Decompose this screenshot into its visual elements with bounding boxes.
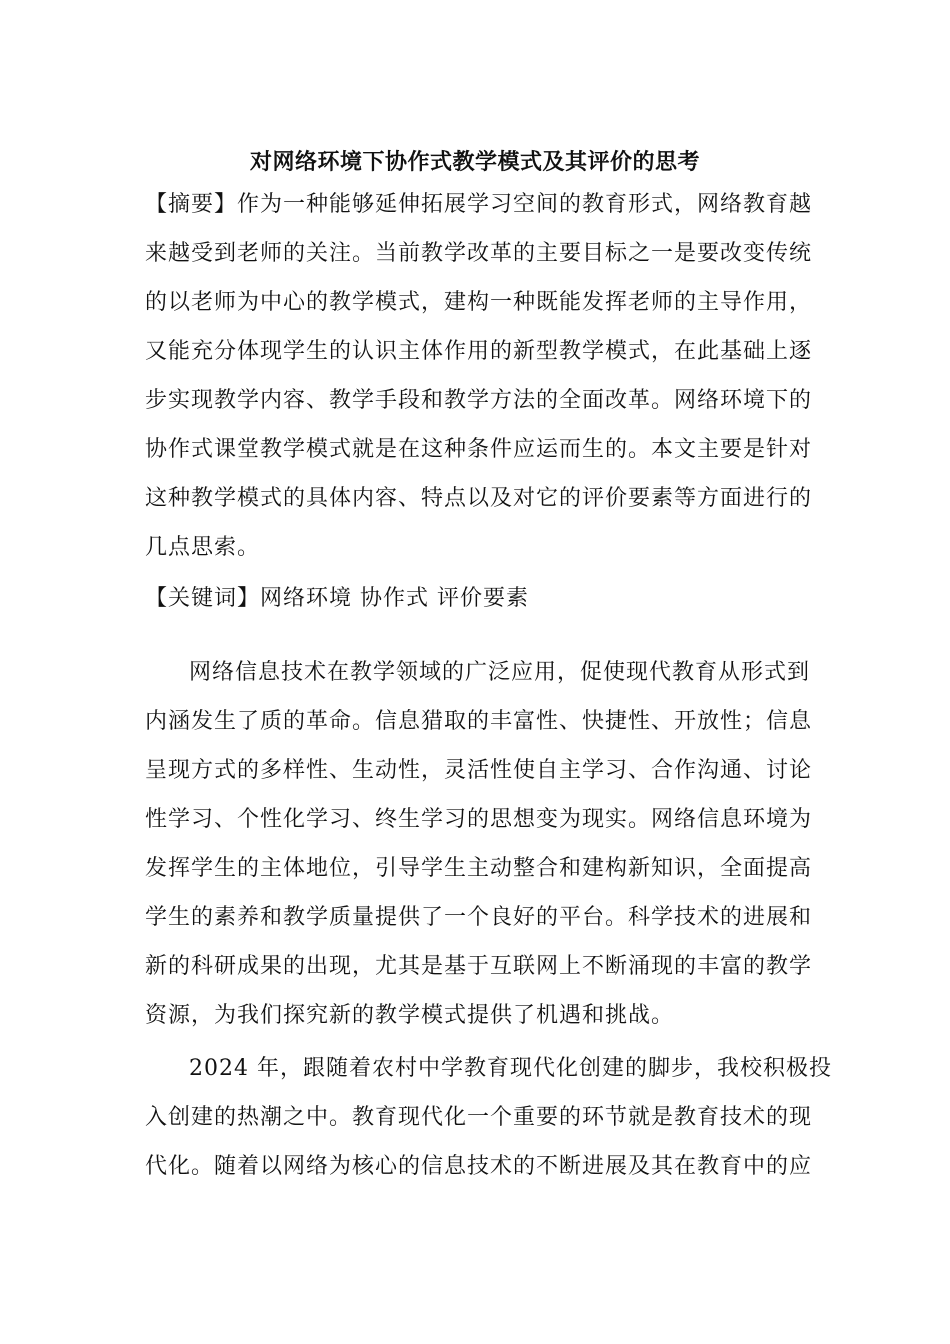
document-title: 对网络环境下协作式教学模式及其评价的思考 bbox=[249, 149, 700, 175]
paragraph-line: 网络信息技术在教学领域的广泛应用，促使现代教育从形式到 bbox=[189, 660, 811, 685]
abstract-line: 步实现教学内容、教学手段和教学方法的全面改革。网络环境下的 bbox=[145, 388, 813, 413]
paragraph-line: 2024 年，跟随着农村中学教育现代化创建的脚步，我校积极投 bbox=[189, 1056, 832, 1081]
abstract-line: 这种教学模式的具体内容、特点以及对它的评价要素等方面进行的 bbox=[145, 486, 813, 511]
paragraph-line: 发挥学生的主体地位，引导学生主动整合和建构新知识，全面提高 bbox=[145, 856, 813, 881]
paragraph-line: 学生的素养和教学质量提供了一个良好的平台。科学技术的进展和 bbox=[145, 905, 813, 930]
abstract-line: 又能充分体现学生的认识主体作用的新型教学模式，在此基础上逐 bbox=[145, 339, 813, 364]
paragraph-line: 代化。随着以网络为核心的信息技术的不断进展及其在教育中的应 bbox=[145, 1154, 813, 1179]
abstract-line: 几点思索。 bbox=[145, 535, 261, 560]
paragraph-line: 呈现方式的多样性、生动性，灵活性使自主学习、合作沟通、讨论 bbox=[145, 758, 813, 783]
paragraph-line: 性学习、个性化学习、终生学习的思想变为现实。网络信息环境为 bbox=[145, 807, 813, 832]
abstract-line: 的以老师为中心的教学模式，建构一种既能发挥老师的主导作用， bbox=[145, 290, 813, 315]
paragraph-line: 资源，为我们探究新的教学模式提供了机遇和挑战。 bbox=[145, 1003, 675, 1028]
abstract-line: 协作式课堂教学模式就是在这种条件应运而生的。本文主要是针对 bbox=[145, 437, 813, 462]
abstract-line: 来越受到老师的关注。当前教学改革的主要目标之一是要改变传统 bbox=[145, 241, 813, 266]
paragraph-line: 新的科研成果的出现，尤其是基于互联网上不断涌现的丰富的教学 bbox=[145, 954, 813, 979]
keywords-line: 【关键词】网络环境 协作式 评价要素 bbox=[145, 586, 529, 611]
paragraph-line: 入创建的热潮之中。教育现代化一个重要的环节就是教育技术的现 bbox=[145, 1105, 813, 1130]
abstract-line: 【摘要】作为一种能够延伸拓展学习空间的教育形式，网络教育越 bbox=[145, 192, 813, 217]
paragraph-line: 内涵发生了质的革命。信息猎取的丰富性、快捷性、开放性；信息 bbox=[145, 709, 813, 734]
